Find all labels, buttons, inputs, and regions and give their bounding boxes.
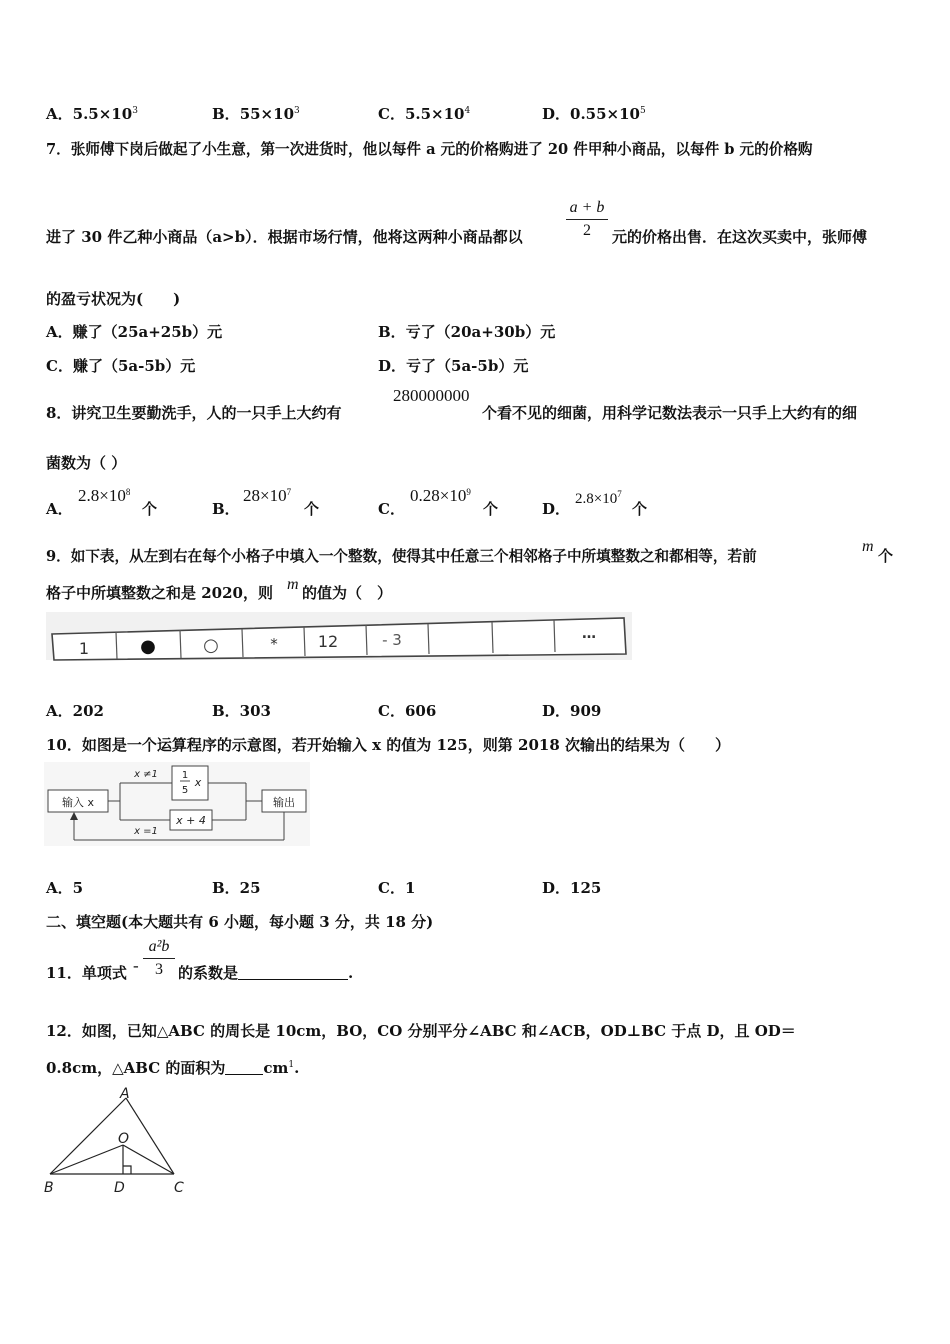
q9-cell-6: - 3	[382, 631, 402, 649]
q9-line1-post: 个	[878, 547, 894, 565]
q9-option-a: A．202	[46, 702, 104, 720]
label-c: C	[174, 1180, 184, 1196]
flow-output: 输出	[273, 796, 295, 809]
flow-op-top-var: x	[194, 776, 202, 789]
q12-line2: 0.8cm，△ABC 的面积为 $cm^1$.	[46, 1059, 300, 1077]
q6-option-c: C．$5.5\times 10^4$	[378, 105, 471, 123]
q8-option-c-value: $0.28\times 10^9$	[410, 486, 471, 505]
q11-sign: -	[133, 956, 139, 975]
q8-option-d-value: $2.8\times 10^7$	[575, 489, 622, 507]
q7-line2-post: 元的价格出售．在这次买卖中，张师傅	[612, 228, 868, 246]
q10-option-b: B．25	[212, 879, 261, 897]
flow-cond-bottom: x =1	[134, 826, 158, 837]
q9-option-c: C．606	[378, 702, 437, 720]
q10-option-a: A．5	[46, 879, 84, 897]
q9-cell-2: ●	[140, 636, 156, 657]
q9-number-strip	[46, 612, 636, 672]
flow-input: 输入 x	[61, 796, 95, 809]
q7-option-a: A．赚了（25a+25b）元	[46, 323, 223, 341]
q9-var-m: m	[862, 538, 874, 555]
q8-option-d-unit: 个	[632, 500, 648, 518]
q7-frac-den: 2	[583, 222, 591, 239]
q9-cell-9: …	[582, 626, 596, 642]
q7-frac-num: a + b	[569, 199, 605, 216]
flow-op-top-num: 1	[181, 770, 189, 781]
q9-line2-post: 的值为（ ）	[302, 584, 393, 602]
q11-frac-den: 3	[155, 961, 163, 978]
q8-option-a-unit: 个	[142, 500, 158, 518]
q8-option-d-letter: D．	[542, 500, 571, 518]
q11-frac-num: a²b	[148, 938, 170, 955]
q8-line1-post: 个看不见的细菌，用科学记数法表示一只手上大约有的细	[482, 404, 858, 422]
q12-line1: 12．如图，已知△ABC 的周长是 10cm，BO，CO 分别平分∠ABC 和∠ACB，OD⊥BC 于点 D，且 OD＝	[46, 1022, 796, 1040]
flow-op-top-den: 5	[181, 785, 189, 796]
label-b: B	[44, 1180, 54, 1196]
q12-triangle-figure	[40, 1082, 200, 1202]
q11-pre: 11．单项式	[46, 964, 127, 982]
q9-var-m-2: m	[287, 576, 299, 593]
q7-line2-pre: 进了 30 件乙种小商品（a>b）．根据市场行情，他将这两种小商品都以	[46, 228, 523, 246]
q7-line1: 7．张师傅下岗后做起了小生意，第一次进货时，他以每件 a 元的价格购进了 20 件甲种小商品，以每件 b 元的价格购	[46, 141, 813, 158]
q10-text: 10．如图是一个运算程序的示意图，若开始输入 x 的值为 125，则第 2018 次输出的结果为（ ）	[46, 736, 730, 754]
q6-option-a: A．$5.5\times 10^3$	[46, 105, 138, 123]
q12-answer-blank[interactable]	[225, 1074, 263, 1075]
q11-fraction	[143, 938, 175, 979]
section-2-heading: 二、填空题(本大题共有 6 小题，每小题 3 分，共 18 分)	[46, 913, 434, 931]
label-d: D	[114, 1180, 125, 1196]
q8-option-c-unit: 个	[483, 500, 499, 518]
q8-option-a-value: $2.8\times 10^8$	[78, 486, 131, 505]
q7-option-c: C．赚了（5a-5b）元	[46, 357, 196, 375]
q8-line2: 菌数为（ ）	[46, 454, 127, 472]
q8-option-b-value: $28\times 10^7$	[243, 486, 292, 505]
q10-flowchart	[44, 762, 310, 846]
q9-line1-pre: 9．如下表，从左到右在每个小格子中填入一个整数，使得其中任意三个相邻格子中所填整数之和都相等，若前	[46, 548, 757, 565]
q10-option-c: C．1	[378, 879, 416, 897]
q9-option-d: D．909	[542, 702, 602, 720]
flow-cond-top: x ≠1	[134, 769, 158, 780]
label-o: O	[118, 1131, 130, 1147]
q9-line2-pre: 格子中所填整数之和是 2020，则	[46, 584, 273, 602]
q6-option-b: B．$55\times 10^3$	[212, 105, 300, 123]
q7-option-d: D．亏了（5a-5b）元	[378, 357, 529, 375]
q11-answer-blank[interactable]	[238, 979, 348, 980]
q8-number: 280000000	[393, 386, 470, 405]
q10-option-d: D．125	[542, 879, 602, 897]
q8-line1-pre: 8．讲究卫生要勤洗手，人的一只手上大约有	[46, 404, 342, 422]
q8-option-a-letter: A．	[46, 500, 73, 518]
q8-option-b-letter: B．	[212, 500, 240, 518]
q9-cell-5: 12	[317, 632, 339, 651]
q9-cell-1: 1	[78, 639, 90, 658]
q8-option-c-letter: C．	[378, 500, 405, 518]
label-a: A	[120, 1086, 130, 1102]
q6-option-d: D．$0.55\times 10^5$	[542, 105, 646, 123]
q7-line3: 的盈亏状况为( )	[46, 290, 181, 308]
q7-option-b: B．亏了（20a+30b）元	[378, 323, 556, 341]
q9-option-b: B．303	[212, 702, 271, 720]
flow-op-bottom: x + 4	[176, 814, 206, 827]
q11-post: 的系数是 .	[178, 964, 354, 982]
q8-option-b-unit: 个	[304, 500, 320, 518]
q7-fraction	[566, 199, 608, 240]
q9-cell-4: *	[270, 635, 278, 653]
q9-cell-3: ○	[203, 635, 219, 656]
